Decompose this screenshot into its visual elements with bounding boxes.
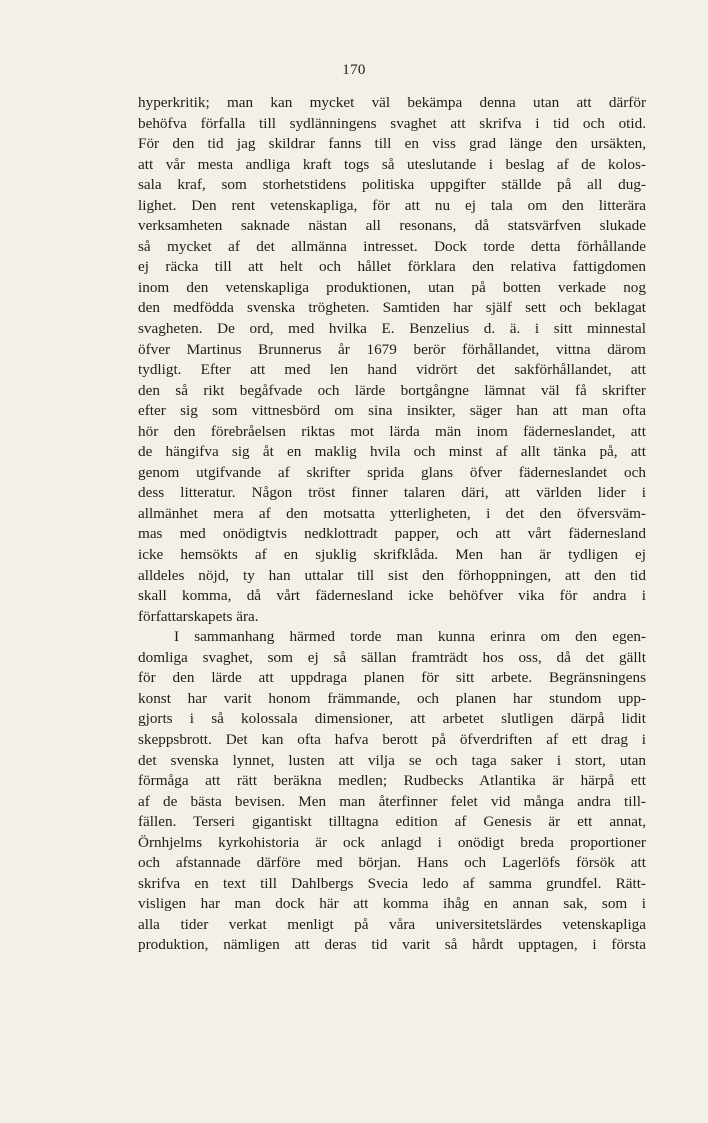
text-line: skrifva en text till Dahlbergs Svecia ledo af samma grundfel. Rätt- <box>138 874 646 892</box>
page-number: 170 <box>342 62 366 78</box>
text-line: sala kraf, som storhetstidens politiska uppgifter ställde på all dug- <box>138 176 646 194</box>
text-line: förmåga att rätt beräkna medlen; Rudbecks Atlantika är härpå ett <box>138 772 646 790</box>
text-line: konst har varit honom främmande, och planen har stundom upp- <box>138 689 646 707</box>
text-line: fällen. Terseri gigantiskt tilltagna edition af Genesis är ett annat, <box>138 813 646 831</box>
text-line: för den lärde att uppdraga planen för sitt arbete. Begränsningens <box>138 669 646 687</box>
text-line: För den tid jag skildrar fanns till en viss grad länge den ursäkten, <box>138 135 646 153</box>
text-line: gjorts i så kolossala dimensioner, att arbetet slutligen därpå lidit <box>138 710 646 728</box>
text-line: Örnhjelms kyrkohistoria är ock anlagd i onödigt breda proportioner <box>138 833 646 851</box>
text-line: af de bästa bevisen. Men man återfinner felet vid många andra till- <box>138 792 646 810</box>
text-line: mas med onödigtvis nedklottradt papper, och att vårt fädernesland <box>138 525 646 543</box>
body-text <box>138 93 646 956</box>
text-line: att vår mesta andliga kraft togs så uteslutande i beslag af de kolos- <box>138 155 646 173</box>
text-line: inom den vetenskapliga produktionen, utan på botten verkade nog <box>138 278 646 296</box>
text-line: den så rikt begåfvade och lärde bortgångne lämnat väl få skrifter <box>138 381 646 399</box>
text-line: skeppsbrott. Det kan ofta hafva berott på öfverdriften af ett drag i <box>138 730 646 748</box>
text-line: och afstannade därföre med början. Hans och Lagerlöfs försök att <box>138 854 646 872</box>
paragraph-end-line: författarskapets ära. <box>138 607 259 625</box>
text-line: icke hemsökts af en sjuklig skrifklåda. Men han är tydligen ej <box>138 546 646 564</box>
paragraph-start-line: I sammanhang härmed torde man kunna erinra om den egen- <box>174 628 646 646</box>
text-line: hyperkritik; man kan mycket väl bekämpa denna utan att därför <box>138 94 646 111</box>
text-line: domliga svaghet, som ej så sällan framträdt hos oss, då det gällt <box>138 648 646 666</box>
text-line: skall komma, då vårt fädernesland icke behöfver vika för andra i <box>138 587 646 605</box>
text-line: alldeles nöjd, ty han uttalar till sist den förhoppningen, att den tid <box>138 566 646 584</box>
text-line: så mycket af det allmänna intresset. Dock torde detta förhållande <box>138 237 646 255</box>
text-line: genom utgifvande af skrifter sprida glans öfver fäderneslandet och <box>138 463 646 481</box>
text-line: ej räcka till att helt och hållet förklara den relativa fattigdomen <box>138 258 646 276</box>
text-line: verksamheten saknade nästan all resonans, då statsvärfven slukade <box>138 217 646 235</box>
text-line: allmänhet mera af den motsatta ytterligheten, i det den öfversväm- <box>138 504 646 522</box>
text-line: svagheten. De ord, med hvilka E. Benzelius d. ä. i sitt minnestal <box>138 320 646 338</box>
text-line: lighet. Den rent vetenskapliga, för att nu ej tala om den litterära <box>138 196 646 214</box>
text-line: produktion, nämligen att deras tid varit så hårdt upptagen, i första <box>138 936 646 954</box>
text-line: behöfva förfalla till sydlänningens svaghet att skrifva i tid och otid. <box>138 114 646 132</box>
text-line: öfver Martinus Brunnerus år 1679 berör förhållandet, vittna därom <box>138 340 646 358</box>
text-line: de hängifva sig åt en maklig hvila och minst af allt tänka på, att <box>138 443 646 461</box>
text-line: det svenska lynnet, lusten att vilja se och taga saker i stort, utan <box>138 751 646 769</box>
text-line: alla tider verkat menligt på våra universitetslärdes vetenskapliga <box>138 915 646 933</box>
text-line: dess litteratur. Någon tröst finner talaren däri, att världen lider i <box>138 484 646 502</box>
text-line: tydligt. Efter att med len hand vidrört det sakförhållandet, att <box>138 361 646 379</box>
text-line: visligen har man dock här att komma ihåg en annan sak, som i <box>138 895 646 913</box>
text-line: den medfödda svenska trögheten. Samtiden har själf sett och beklagat <box>138 299 646 317</box>
text-line: efter sig som vittnesbörd om sina insikter, säger han att man ofta <box>138 402 646 420</box>
text-line: hör den förebråelsen riktas mot lärda män inom fäderneslandet, att <box>138 422 646 440</box>
